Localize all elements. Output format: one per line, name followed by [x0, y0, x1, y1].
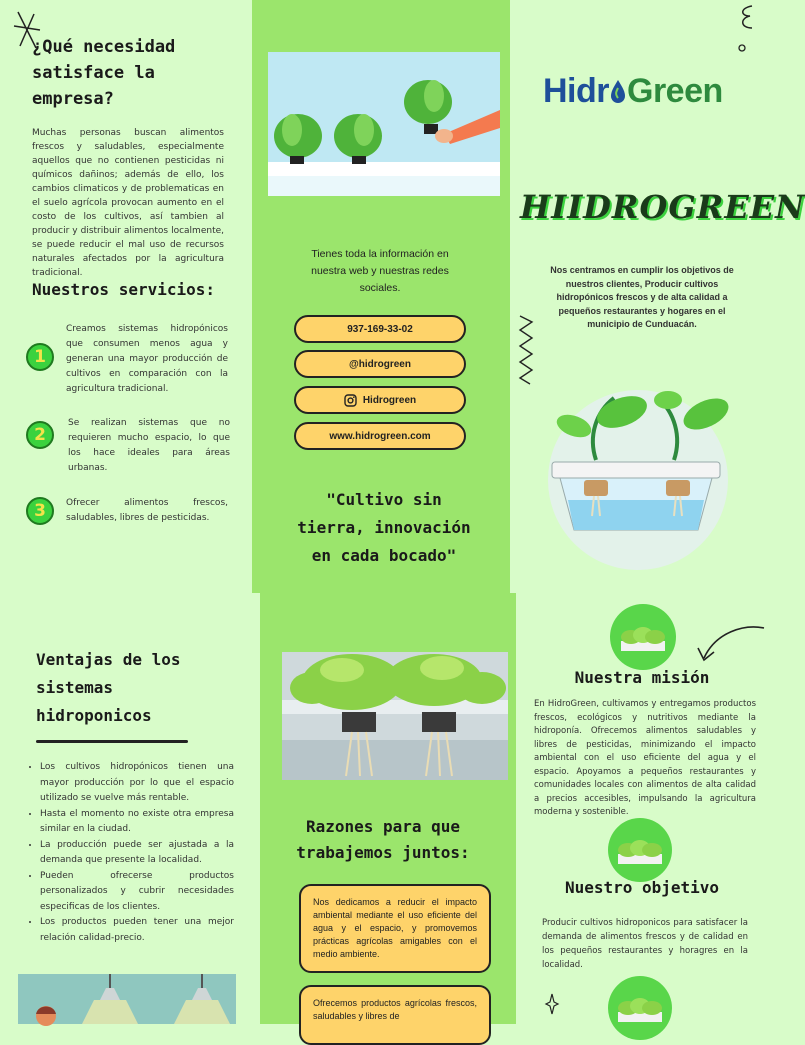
website-link[interactable]: www.hidrogreen.com — [329, 430, 431, 442]
advantage-item: • La producción puede ser ajustada a la demanda que presente la localidad. — [40, 838, 234, 869]
service-number-1: 1 — [26, 343, 54, 371]
title-underline — [36, 740, 188, 743]
logo-text-left: Hidr — [543, 72, 609, 110]
instagram-name: Hidrogreen — [362, 394, 417, 406]
question-text: Muchas personas buscan alimentos frescos y saludables, especialmente aquellos que no contienen pesticidas ni químicos dañinos; además de ello, los cambios climaticos y de problematicas en el suelo agrícola provocan aumento en el costo de los cultivos, así tambien al producir y distribuir alimentos localmente, se puede reducir el mal uso de recursos naturales afectados por la agricultura tradicional. — [32, 128, 224, 278]
objective-image-circle — [608, 818, 672, 882]
instagram-pill[interactable] — [294, 386, 466, 414]
info-text: Tienes toda la información en nuestra web y nuestras redes sociales. — [311, 248, 449, 294]
service-number-3: 3 — [26, 497, 54, 525]
service-number-2: 2 — [26, 421, 54, 449]
service-text-2: Se realizan sistemas que no requieren mucho espacio, lo que los hace ideales para áreas urbanas. — [68, 418, 230, 473]
advantages-list — [26, 760, 234, 946]
advantage-item: • Los cultivos hidropónicos tienen una mayor producción por lo que el espacio utilizado se vuelve más rentable. — [40, 760, 234, 807]
advantages-title: Ventajas de los sistemas hidroponicos — [36, 650, 181, 725]
curved-arrow-icon — [694, 622, 768, 666]
advantage-item: • Hasta el momento no existe otra empresa similar en la ciudad. — [40, 807, 234, 838]
hydroponic-pot-illustration — [538, 376, 744, 572]
lettuce-tray-icon — [616, 834, 664, 866]
service-text-1: Creamos sistemas hidropónicos que consumen menos agua y generan una mayor producción de cultivos en comparación con la agricultura tradicional. — [66, 324, 228, 394]
objective-title: Nuestro objetivo — [564, 878, 720, 897]
website-pill[interactable] — [294, 422, 466, 450]
squiggle-doodle-icon — [732, 2, 766, 62]
advantage-item: • Los productos pueden tener una mejor relación calidad-precio. — [40, 915, 234, 946]
instagram-icon — [344, 394, 357, 407]
lettuce-tray-icon — [619, 621, 667, 653]
slogan-quote: "Cultivo sin tierra, innovación en cada bocado" — [297, 490, 471, 565]
reasons-title: Razones para que trabajemos juntos: — [296, 817, 470, 862]
hydroponic-plants-illustration — [268, 52, 500, 196]
mission-title: Nuestra misión — [574, 668, 710, 687]
advantage-item: • Pueden ofrecerse productos personalizados y cubrir necesidades especificas de los clientes. — [40, 869, 234, 916]
services-title: Nuestros servicios: — [32, 280, 216, 299]
hidrogreen-logo — [543, 72, 723, 111]
bottom-image-circle — [608, 976, 672, 1040]
mission-text: En HidroGreen, cultivamos y entregamos productos frescos, ecológicos y nutritivos mediante la hidroponía. Ofrecemos alimentos saludables y libres de pesticidas, minimizando el impacto ambiental con el uso eficiente del agua y el espacio. Apoyamos a pequeños restaurantes y comunidades locales con alimentos de alta calidad a precios accesibles, impulsando la agricultura moderna y sostenible. — [534, 699, 756, 817]
mission-image-circle — [610, 604, 676, 670]
zigzag-doodle-icon — [516, 312, 536, 388]
reason-box-2: Ofrecemos productos agrícolas frescos, saludables y libres de — [299, 985, 491, 1045]
water-drop-icon — [609, 78, 627, 104]
reason-box-1: Nos dedicamos a reducir el impacto ambiental mediante el uso eficiente del agua y el espacio, y promovemos prácticas agrícolas amigables con el medio ambiente. — [299, 884, 491, 973]
lettuce-roots-photo — [282, 652, 508, 780]
phone-pill[interactable] — [294, 315, 466, 343]
service-text-3: Ofrecer alimentos frescos, saludables, libres de pesticidas. — [66, 498, 228, 523]
company-description: Nos centramos en cumplir los objetivos de nuestros clientes, Producir cultivos hidropónicos frescos y de alta calidad a pequeños restaurantes y hogares en el municipio de Cunduacán. — [550, 265, 734, 329]
phone-number: 937-169-33-02 — [347, 323, 413, 335]
lettuce-tray-icon — [616, 992, 664, 1024]
sparkle-doodle-icon — [544, 992, 560, 1016]
greenhouse-illustration — [18, 974, 236, 1024]
handle-pill[interactable] — [294, 350, 466, 378]
question-title: ¿Qué necesidad satisface la empresa? — [32, 37, 176, 109]
social-handle: @hidrogreen — [349, 358, 411, 370]
brand-title: HIIDROGREEN — [520, 188, 805, 226]
logo-text-right: Green — [627, 72, 723, 110]
objective-text: Producir cultivos hidroponicos para satisfacer la demanda de alimentos frescos y de calidad en los pequeños restaurantes y horagres en la localidad. — [542, 918, 748, 970]
